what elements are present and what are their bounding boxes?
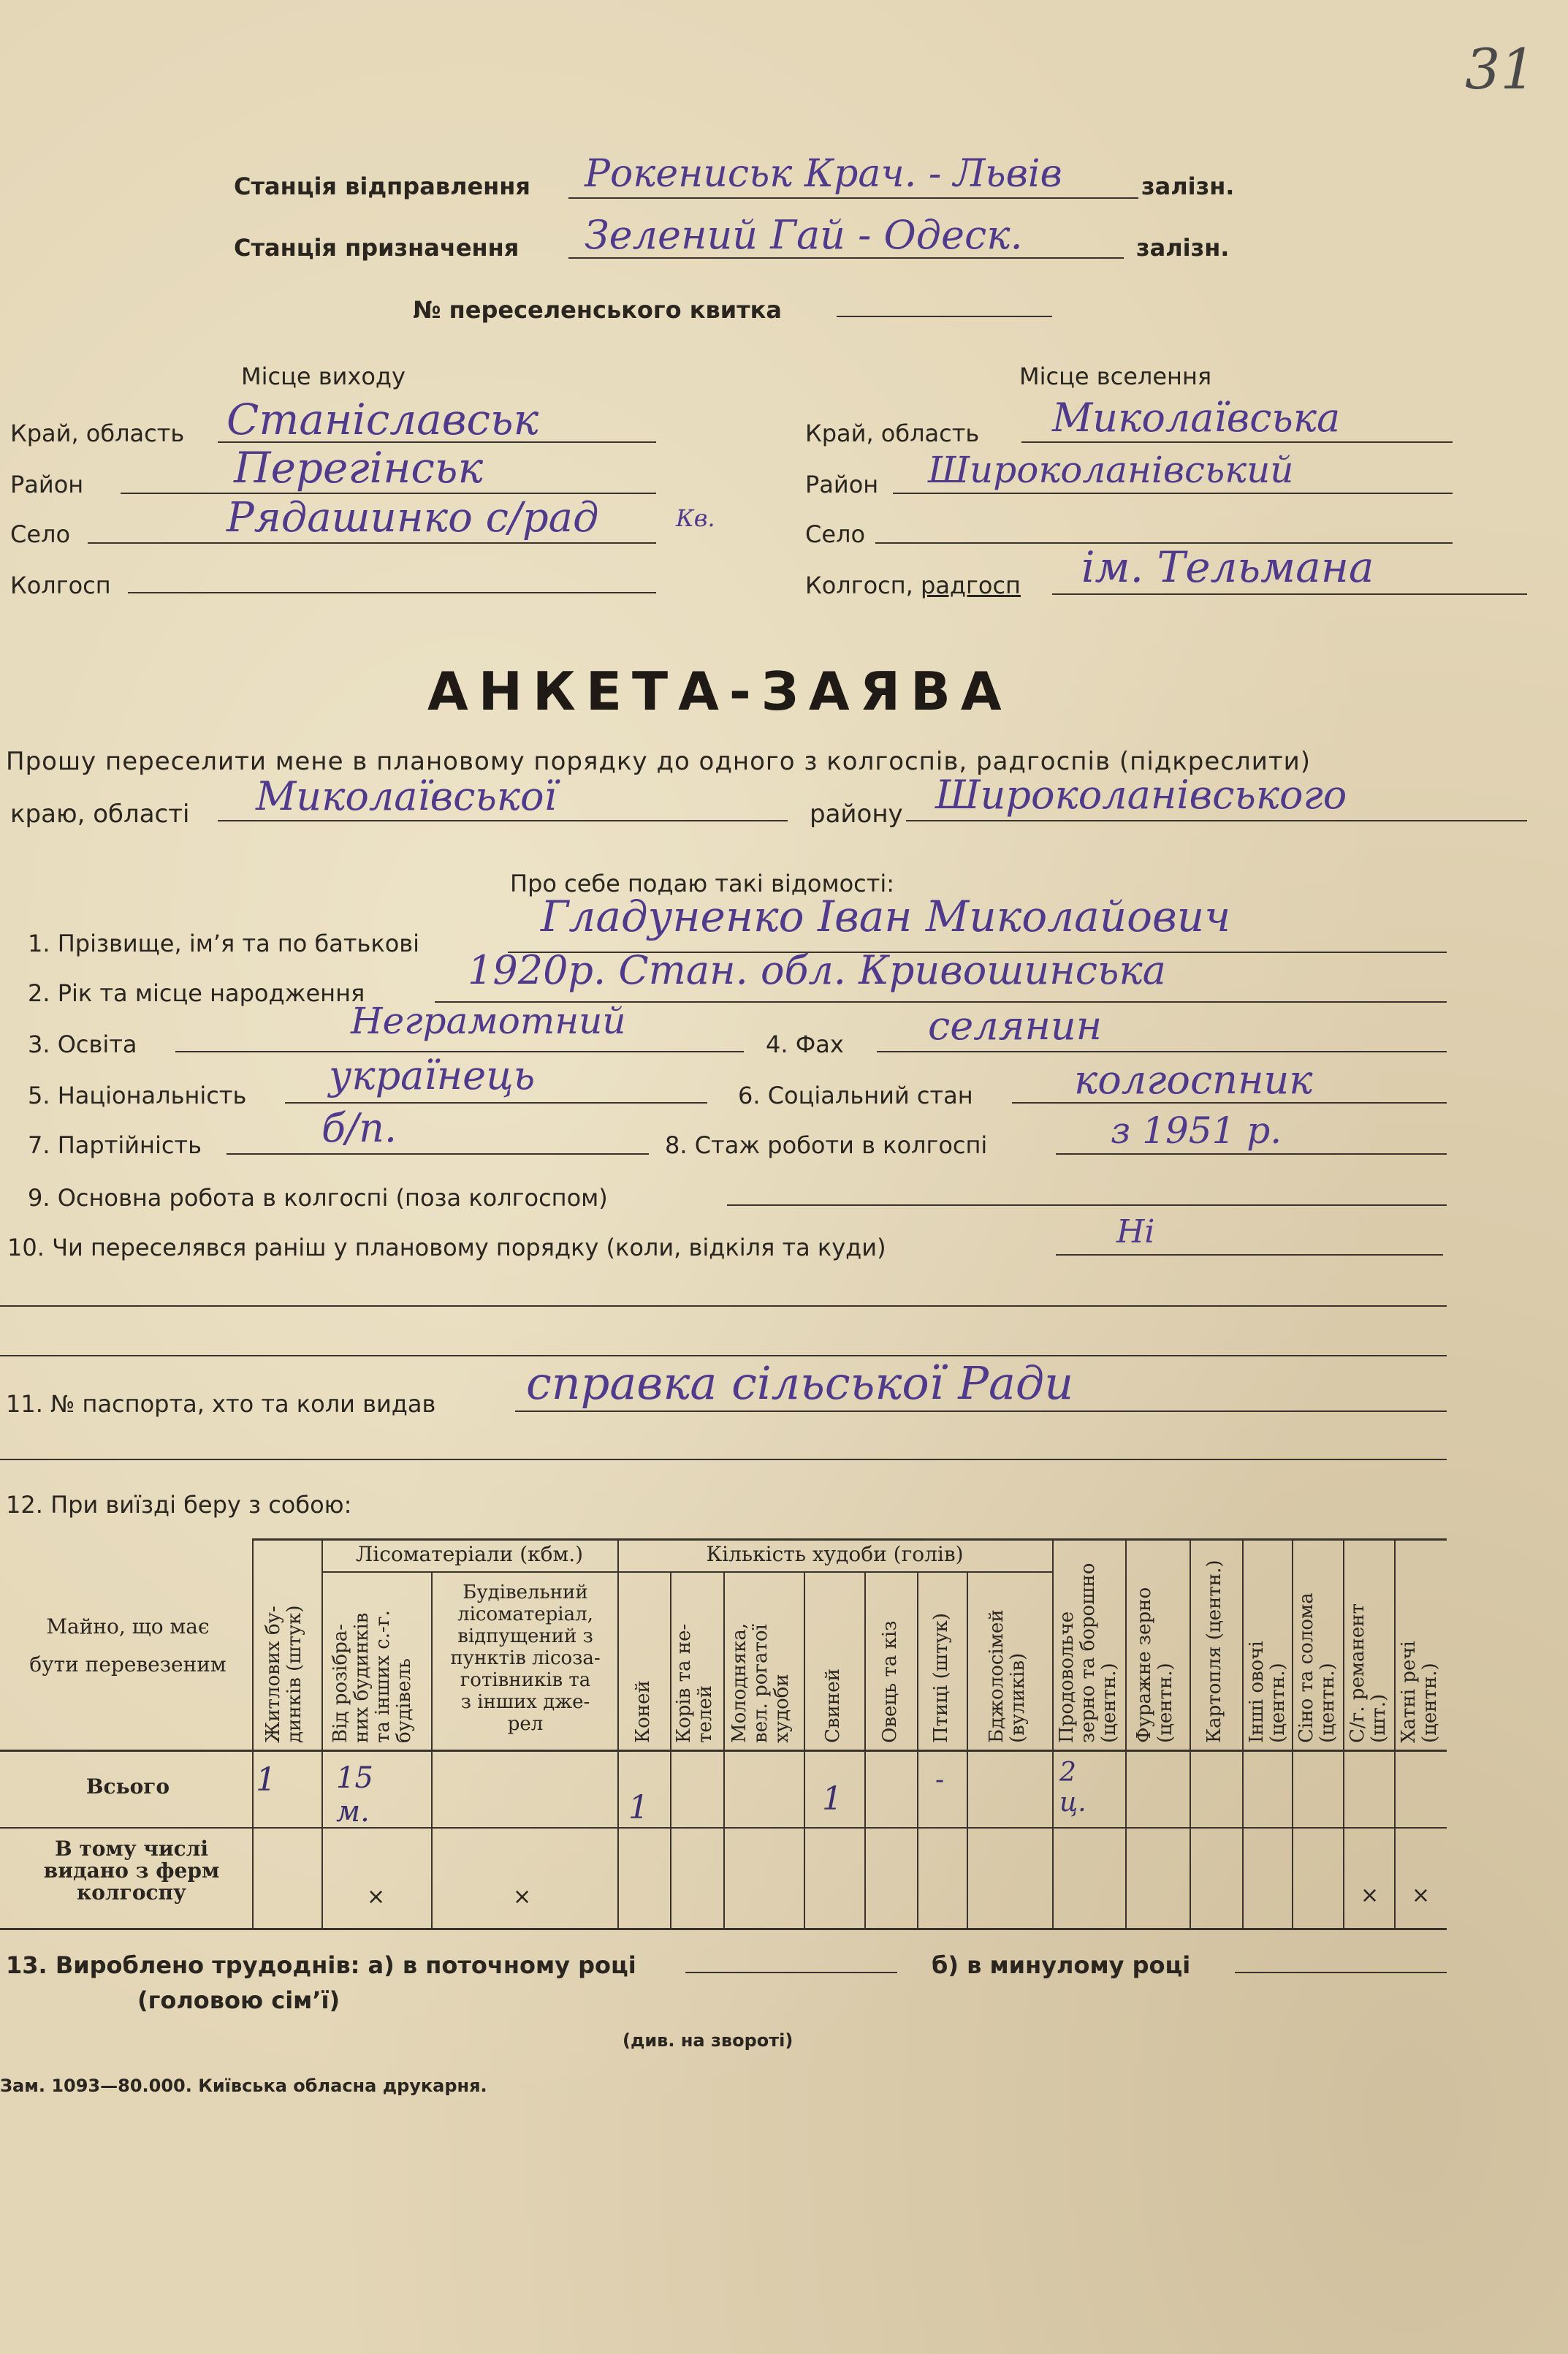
row-issued: В тому числі видано з ферм колгоспу <box>43 1837 220 1905</box>
field-8-line <box>1056 1153 1447 1155</box>
col-line-9 <box>917 1571 918 1928</box>
origin-heading: Місце виходу <box>241 362 406 390</box>
x-mark-building: × <box>513 1884 532 1910</box>
page-number: 31 <box>1465 37 1536 102</box>
col-potato: Картопля (центн.) <box>1203 1560 1225 1743</box>
col-line-8 <box>864 1571 866 1928</box>
request-district-value: Широколанівського <box>935 772 1347 818</box>
destination-value: Зелений Гай - Одеск. <box>585 212 1023 258</box>
dest-farm-label <box>805 572 1021 599</box>
origin-village-value: Рядашинко с/рад <box>227 494 599 542</box>
dest-district-label: Район <box>805 471 879 498</box>
request-district-label: району <box>810 800 903 829</box>
col-line-5 <box>670 1571 671 1928</box>
total-grain: 2 ц. <box>1059 1758 1086 1818</box>
col-houses: Житлових бу- динків (штук) <box>262 1605 305 1743</box>
col-line-4 <box>617 1538 619 1928</box>
row-total: Всього <box>85 1774 170 1799</box>
col-birds: Птиці (штук) <box>930 1612 952 1743</box>
field-5-label: 5. Національність <box>28 1082 247 1109</box>
total-houses: 1 <box>256 1761 276 1799</box>
origin-district-value: Перегінськ <box>234 443 484 493</box>
workdays-current-line <box>685 1972 897 1973</box>
group-timber: Лісоматеріали (кбм.) <box>355 1542 584 1566</box>
col-line-13 <box>1190 1538 1191 1928</box>
workdays-label: 13. Вироблено трудоднів: а) в поточному році <box>6 1951 636 1979</box>
col-hay: Сіно та солома (центн.) <box>1295 1592 1339 1743</box>
workdays-label-b: б) в минулому році <box>932 1951 1191 1979</box>
ticket-line <box>837 316 1052 317</box>
dest-region-label: Край, область <box>805 419 980 447</box>
origin-kolhosp-label: Колгосп <box>10 572 111 599</box>
workdays-sub: (головою сім’ї) <box>137 1986 340 2014</box>
field-9-label: 9. Основна робота в колгоспі (поза колгоспом) <box>28 1184 608 1212</box>
x-mark-household: × <box>1412 1883 1431 1908</box>
form-title: АНКЕТА-ЗАЯВА <box>427 661 1012 722</box>
table-bottom-line <box>0 1928 1447 1930</box>
field-7-label: 7. Партійність <box>28 1131 202 1159</box>
turn-over-note: (див. на звороті) <box>623 2030 793 2051</box>
field-4-line <box>877 1051 1447 1052</box>
total-horses: 1 <box>628 1789 649 1826</box>
field-3-value: Неграмотний <box>351 1000 626 1042</box>
destination-label: Станція призначення <box>234 234 520 262</box>
x-mark-dismantled: × <box>367 1884 386 1910</box>
field-5-line <box>285 1102 707 1104</box>
field-1-label: 1. Прізвище, ім’я та по батькові <box>28 930 420 957</box>
col-sheep: Овець та кіз <box>879 1620 901 1743</box>
field-10-label: 10. Чи переселявся раніш у плановому порядку (коли, відкіля та куди) <box>7 1234 886 1261</box>
field-8-value: з 1951 р. <box>1111 1109 1282 1152</box>
col-building: Будівельний лісоматеріал, відпущений з пунктів лісоза- готівників та з інших дже- рел <box>450 1582 601 1735</box>
col-cows: Корів та не- телей <box>673 1623 716 1743</box>
departure-line <box>568 197 1138 199</box>
table-top-line <box>252 1538 1447 1541</box>
origin-village-line <box>88 542 656 544</box>
origin-village-extra: Кв. <box>676 504 715 532</box>
field-12-label: 12. При виїзді беру з собою: <box>6 1491 352 1519</box>
about-heading: Про себе подаю такі відомості: <box>510 870 895 897</box>
col-veg: Інші овочі (центн.) <box>1246 1641 1289 1743</box>
request-region-line <box>218 820 788 821</box>
field-10-line-2 <box>0 1305 1447 1307</box>
field-11-line-2 <box>0 1459 1447 1460</box>
field-9-line <box>727 1204 1447 1206</box>
dest-village-label: Село <box>805 520 866 548</box>
workdays-previous-line <box>1235 1972 1447 1973</box>
col-bees: Бджолосімей (вуликів) <box>986 1609 1029 1743</box>
col-young: Молодняка, вел. рогатої худоби <box>728 1622 793 1743</box>
request-region-label: краю, області <box>10 800 190 829</box>
col-tools: С/г. реманент (шт.) <box>1347 1603 1390 1743</box>
col-fodder: Фуражне зерно (центн.) <box>1133 1587 1176 1743</box>
field-11-value: справка сільської Ради <box>526 1356 1074 1410</box>
departure-label: Станція відправлення <box>234 172 530 200</box>
field-10-line <box>1056 1254 1443 1256</box>
col-pigs: Свиней <box>822 1668 844 1743</box>
field-4-value: селянин <box>928 1003 1103 1049</box>
field-3-label: 3. Освіта <box>28 1030 137 1058</box>
ticket-label: № переселенського квитка <box>413 296 782 324</box>
departure-value: Рокениськ Крач. - Львів <box>585 152 1062 196</box>
col-dismantled: Від розібра- них будинків та інших с.-г. будівель <box>330 1610 415 1743</box>
request-district-line <box>906 820 1527 821</box>
rail-suffix-1: залізн. <box>1141 172 1235 200</box>
field-7-line <box>227 1153 649 1155</box>
col-line-12 <box>1125 1538 1127 1928</box>
origin-region-label: Край, область <box>10 419 185 447</box>
field-2-label: 2. Рік та місце народження <box>28 979 365 1007</box>
field-10-value: Ні <box>1116 1213 1155 1250</box>
field-11-label: 11. № паспорта, хто та коли видав <box>6 1390 436 1418</box>
total-timber: 15 м. <box>336 1761 373 1829</box>
field-6-value: колгоспник <box>1074 1057 1313 1103</box>
request-line-1: Прошу переселити мене в плановому порядку до одного з колгоспів, радгоспів (підкреслити) <box>6 747 1311 776</box>
origin-district-label: Район <box>10 471 84 498</box>
origin-kolhosp-line <box>128 592 656 593</box>
group-livestock: Кількість худоби (голів) <box>706 1542 964 1566</box>
dest-farm-line <box>1052 593 1527 595</box>
destination-heading: Місце вселення <box>1019 362 1212 390</box>
field-4-label: 4. Фах <box>766 1030 844 1058</box>
x-mark-tools: × <box>1360 1883 1379 1908</box>
col-line-3 <box>431 1571 433 1928</box>
field-11-line <box>515 1410 1447 1412</box>
col-grain: Продовольче зерно та борошно (центн.) <box>1056 1563 1120 1743</box>
col-line-14 <box>1242 1538 1244 1928</box>
dest-district-line <box>893 493 1453 494</box>
request-region-value: Миколаївської <box>256 773 557 819</box>
col-household: Хатні речі (центн.) <box>1398 1641 1441 1743</box>
dest-district-value: Широколанівський <box>928 449 1294 491</box>
dest-farm-value: ім. Тельмана <box>1081 542 1374 592</box>
dest-farm-label-kolhosp: Колгосп, <box>805 572 921 599</box>
dest-region-value: Миколаївська <box>1052 395 1341 441</box>
row-header: Майно, що має бути перевезеним <box>29 1614 227 1677</box>
origin-village-label: Село <box>10 520 71 548</box>
col-line-15 <box>1292 1538 1293 1928</box>
col-line-1 <box>252 1538 254 1928</box>
col-line-11 <box>1052 1538 1054 1928</box>
col-horses: Коней <box>632 1680 654 1743</box>
field-8-label: 8. Стаж роботи в колгоспі <box>665 1131 988 1159</box>
col-line-16 <box>1343 1538 1344 1928</box>
col-line-6 <box>723 1571 725 1928</box>
col-line-2 <box>321 1538 323 1928</box>
field-6-label: 6. Соціальний стан <box>738 1082 973 1109</box>
col-line-17 <box>1394 1538 1396 1928</box>
printer-imprint: Зам. 1093—80.000. Київська обласна друкарня. <box>0 2076 487 2096</box>
dest-region-line <box>1021 441 1453 443</box>
field-7-value: б/п. <box>321 1105 397 1151</box>
field-1-value: Гладуненко Іван Миколайович <box>541 892 1231 941</box>
origin-region-value: Станіславськ <box>227 395 539 444</box>
rail-suffix-2: залізн. <box>1136 234 1230 262</box>
dest-farm-label-radhosp: радгосп <box>921 572 1021 599</box>
field-2-value: 1920р. Стан. обл. Кривошинська <box>468 947 1166 993</box>
field-5-value: українець <box>329 1052 536 1098</box>
col-line-10 <box>967 1571 968 1928</box>
col-line-7 <box>804 1571 805 1928</box>
total-birds: - <box>935 1765 945 1795</box>
total-pigs: 1 <box>822 1780 842 1818</box>
